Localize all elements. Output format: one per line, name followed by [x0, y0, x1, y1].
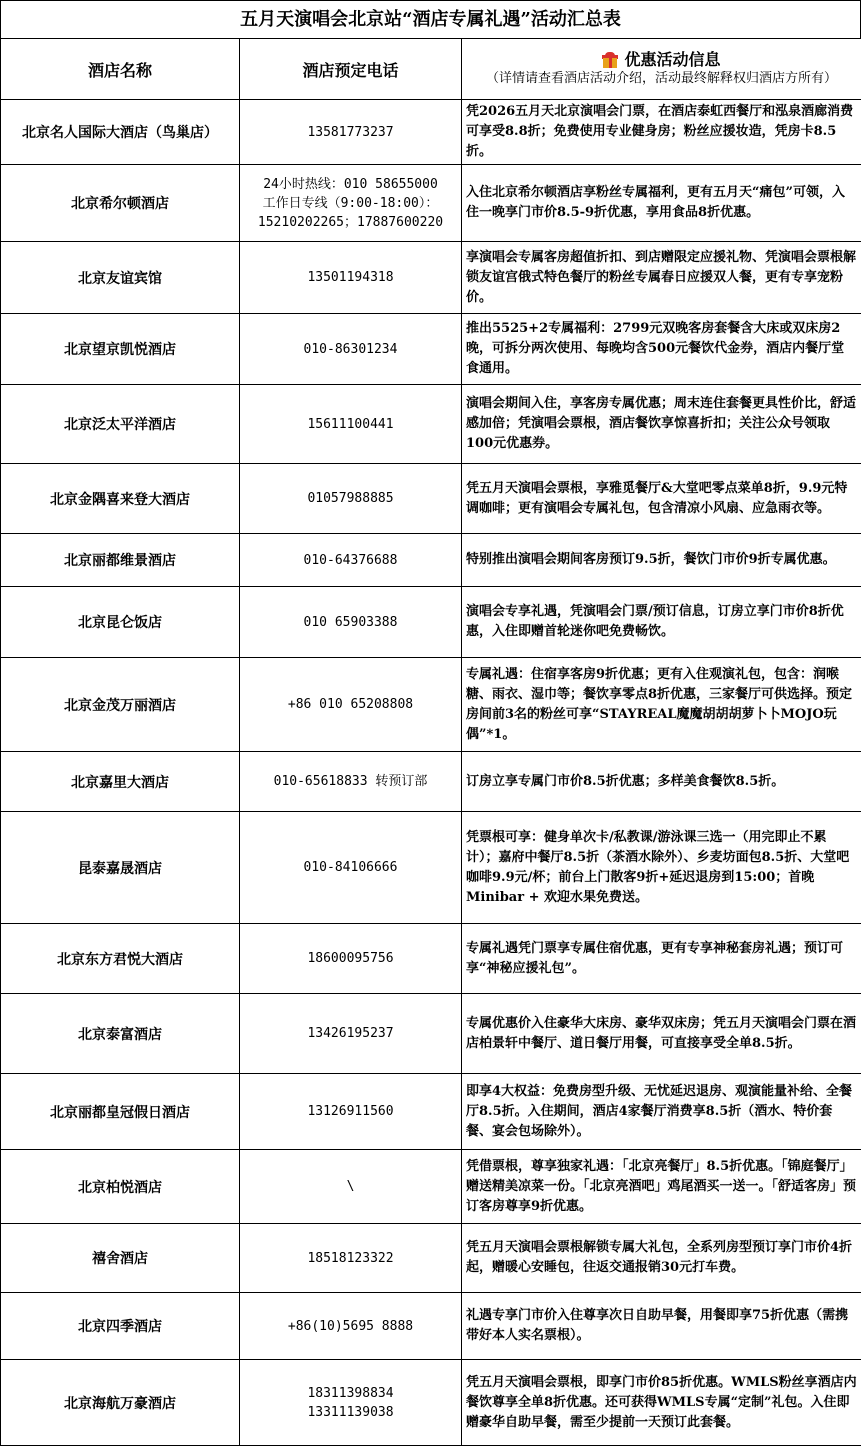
phone-cell: 010-86301234 — [240, 314, 462, 385]
header-hotel-name: 酒店名称 — [1, 39, 240, 100]
hotel-name-cell: 昆泰嘉晟酒店 — [1, 812, 240, 924]
header-phone: 酒店预定电话 — [240, 39, 462, 100]
table-row — [1, 1224, 861, 1293]
offer-cell: 享演唱会专属客房超值折扣、到店赠限定应援礼物、凭演唱会票根解锁友谊宫俄式特色餐厅的粉丝专属春日应援双人餐，更有专享宠粉价。 — [462, 242, 861, 314]
table-row — [1, 587, 861, 658]
phone-cell: 18600095756 — [240, 924, 462, 994]
phone-cell: 18518123322 — [240, 1224, 462, 1293]
hotel-offers-table — [0, 38, 861, 1446]
phone-cell: 010-84106666 — [240, 812, 462, 924]
hotel-name-cell: 北京名人国际大酒店（鸟巢店） — [1, 100, 240, 165]
offer-cell: 凭五月天演唱会票根，享雅觅餐厅&大堂吧零点菜单8折，9.9元特调咖啡；更有演唱会专属礼包，包含清凉小风扇、应急雨衣等。 — [462, 464, 861, 534]
phone-cell: 010 65903388 — [240, 587, 462, 658]
offer-cell: 演唱会专享礼遇，凭演唱会门票/预订信息，订房立享门市价8折优惠，入住即赠首轮迷你吧免费畅饮。 — [462, 587, 861, 658]
table-row — [1, 165, 861, 242]
table-row — [1, 385, 861, 464]
header-offer-title: 优惠活动信息 — [624, 50, 720, 70]
hotel-name-cell: 北京希尔顿酒店 — [1, 165, 240, 242]
sheet-title: 五月天演唱会北京站“酒店专属礼遇”活动汇总表 — [0, 0, 861, 38]
phone-cell: 15611100441 — [240, 385, 462, 464]
table-row — [1, 658, 861, 752]
offer-cell: 特别推出演唱会期间客房预订9.5折，餐饮门市价9折专属优惠。 — [462, 534, 861, 587]
table-row — [1, 1150, 861, 1224]
phone-cell: 13126911560 — [240, 1074, 462, 1150]
table-row — [1, 994, 861, 1074]
gift-icon — [602, 52, 618, 68]
header-offer-note: （详情请查看酒店活动介绍，活动最终解释权归酒店方所有） — [468, 70, 855, 88]
header-offer-info — [462, 39, 861, 100]
table-row — [1, 812, 861, 924]
table-row — [1, 534, 861, 587]
phone-cell: 01057988885 — [240, 464, 462, 534]
offer-cell: 即享4大权益：免费房型升级、无忧延迟退房、观演能量补给、全餐厅8.5折。入住期间，酒店4家餐厅消费享8.5折（酒水、特价套餐、宴会包场除外）。 — [462, 1074, 861, 1150]
phone-cell: 010-65618833 转预订部 — [240, 752, 462, 812]
hotel-name-cell: 北京昆仑饭店 — [1, 587, 240, 658]
phone-cell: \ — [240, 1150, 462, 1224]
hotel-name-cell: 北京海航万豪酒店 — [1, 1360, 240, 1446]
table-row — [1, 242, 861, 314]
phone-cell: 13501194318 — [240, 242, 462, 314]
phone-cell: 13426195237 — [240, 994, 462, 1074]
offer-cell: 凭票根可享：健身单次卡/私教课/游泳课三选一（用完即止不累计）；嘉府中餐厅8.5折（茶酒水除外）、乡麦坊面包8.5折、大堂吧咖啡9.9元/杯；前台上门散客9折+延迟退房到15:00；首晚Minibar + 欢迎水果免费送。 — [462, 812, 861, 924]
hotel-name-cell: 北京望京凯悦酒店 — [1, 314, 240, 385]
offer-cell: 专属礼遇：住宿享客房9折优惠；更有入住观演礼包，包含：润喉糖、雨衣、湿巾等；餐饮享零点8折优惠，三家餐厅可供选择。预定房间前3名的粉丝可享“STAYREAL魔魔胡胡胡萝卜卜MOJO玩偶”*1。 — [462, 658, 861, 752]
offer-cell: 礼遇专享门市价入住尊享次日自助早餐，用餐即享75折优惠（需携带好本人实名票根）。 — [462, 1293, 861, 1360]
phone-cell: 18311398834 13311139038 — [240, 1360, 462, 1446]
phone-cell: 24小时热线：010 58655000 工作日专线（9:00-18:00）： 15210202265；17887600220 — [240, 165, 462, 242]
hotel-name-cell: 北京泛太平洋酒店 — [1, 385, 240, 464]
table-row — [1, 100, 861, 165]
table-row — [1, 1360, 861, 1446]
header-row — [1, 39, 861, 100]
offer-cell: 凭五月天演唱会票根解锁专属大礼包，全系列房型预订享门市价4折起，赠暖心安睡包，往返交通报销30元打车费。 — [462, 1224, 861, 1293]
phone-cell: 010-64376688 — [240, 534, 462, 587]
phone-cell: 13581773237 — [240, 100, 462, 165]
offer-cell: 凭五月天演唱会票根，即享门市价85折优惠。WMLS粉丝享酒店内餐饮尊享全单8折优惠。还可获得WMLS专属“定制”礼包。入住即赠豪华自助早餐，需至少提前一天预订此套餐。 — [462, 1360, 861, 1446]
table-row — [1, 1293, 861, 1360]
offer-cell: 入住北京希尔顿酒店享粉丝专属福利，更有五月天“痛包”可领，入住一晚享门市价8.5-9折优惠，享用食品8折优惠。 — [462, 165, 861, 242]
hotel-name-cell: 北京金隅喜来登大酒店 — [1, 464, 240, 534]
table-row — [1, 924, 861, 994]
table-row — [1, 314, 861, 385]
phone-cell: +86 010 65208808 — [240, 658, 462, 752]
hotel-name-cell: 北京丽都皇冠假日酒店 — [1, 1074, 240, 1150]
hotel-name-cell: 北京嘉里大酒店 — [1, 752, 240, 812]
hotel-name-cell: 北京东方君悦大酒店 — [1, 924, 240, 994]
offer-cell: 专属礼遇凭门票享专属住宿优惠，更有专享神秘套房礼遇；预订可享“神秘应援礼包”。 — [462, 924, 861, 994]
table-row — [1, 752, 861, 812]
hotel-name-cell: 北京泰富酒店 — [1, 994, 240, 1074]
phone-cell: +86(10)5695 8888 — [240, 1293, 462, 1360]
hotel-name-cell: 北京四季酒店 — [1, 1293, 240, 1360]
hotel-name-cell: 北京友谊宾馆 — [1, 242, 240, 314]
offer-cell: 凭借票根，尊享独家礼遇：「北京亮餐厅」8.5折优惠。「锦庭餐厅」赠送精美凉菜一份。「北京亮酒吧」鸡尾酒买一送一。「舒适客房」预订客房尊享9折优惠。 — [462, 1150, 861, 1224]
offer-cell: 凭2026五月天北京演唱会门票，在酒店泰虹西餐厅和泓泉酒廊消费可享受8.8折；免费使用专业健身房；粉丝应援妆造，凭房卡8.5折。 — [462, 100, 861, 165]
offer-cell: 专属优惠价入住豪华大床房、豪华双床房；凭五月天演唱会门票在酒店柏景轩中餐厅、道日餐厅用餐，可直接享受全单8.5折。 — [462, 994, 861, 1074]
offer-cell: 订房立享专属门市价8.5折优惠；多样美食餐饮8.5折。 — [462, 752, 861, 812]
hotel-name-cell: 北京丽都维景酒店 — [1, 534, 240, 587]
offer-cell: 推出5525+2专属福利：2799元双晚客房套餐含大床或双床房2晚，可拆分两次使用、每晚均含500元餐饮代金券，酒店内餐厅堂食通用。 — [462, 314, 861, 385]
table-row — [1, 464, 861, 534]
hotel-name-cell: 北京柏悦酒店 — [1, 1150, 240, 1224]
table-row — [1, 1074, 861, 1150]
hotel-name-cell: 禧舍酒店 — [1, 1224, 240, 1293]
offer-cell: 演唱会期间入住，享客房专属优惠；周末连住套餐更具性价比，舒适感加倍；凭演唱会票根，酒店餐饮享惊喜折扣；关注公众号领取100元优惠券。 — [462, 385, 861, 464]
hotel-name-cell: 北京金茂万丽酒店 — [1, 658, 240, 752]
